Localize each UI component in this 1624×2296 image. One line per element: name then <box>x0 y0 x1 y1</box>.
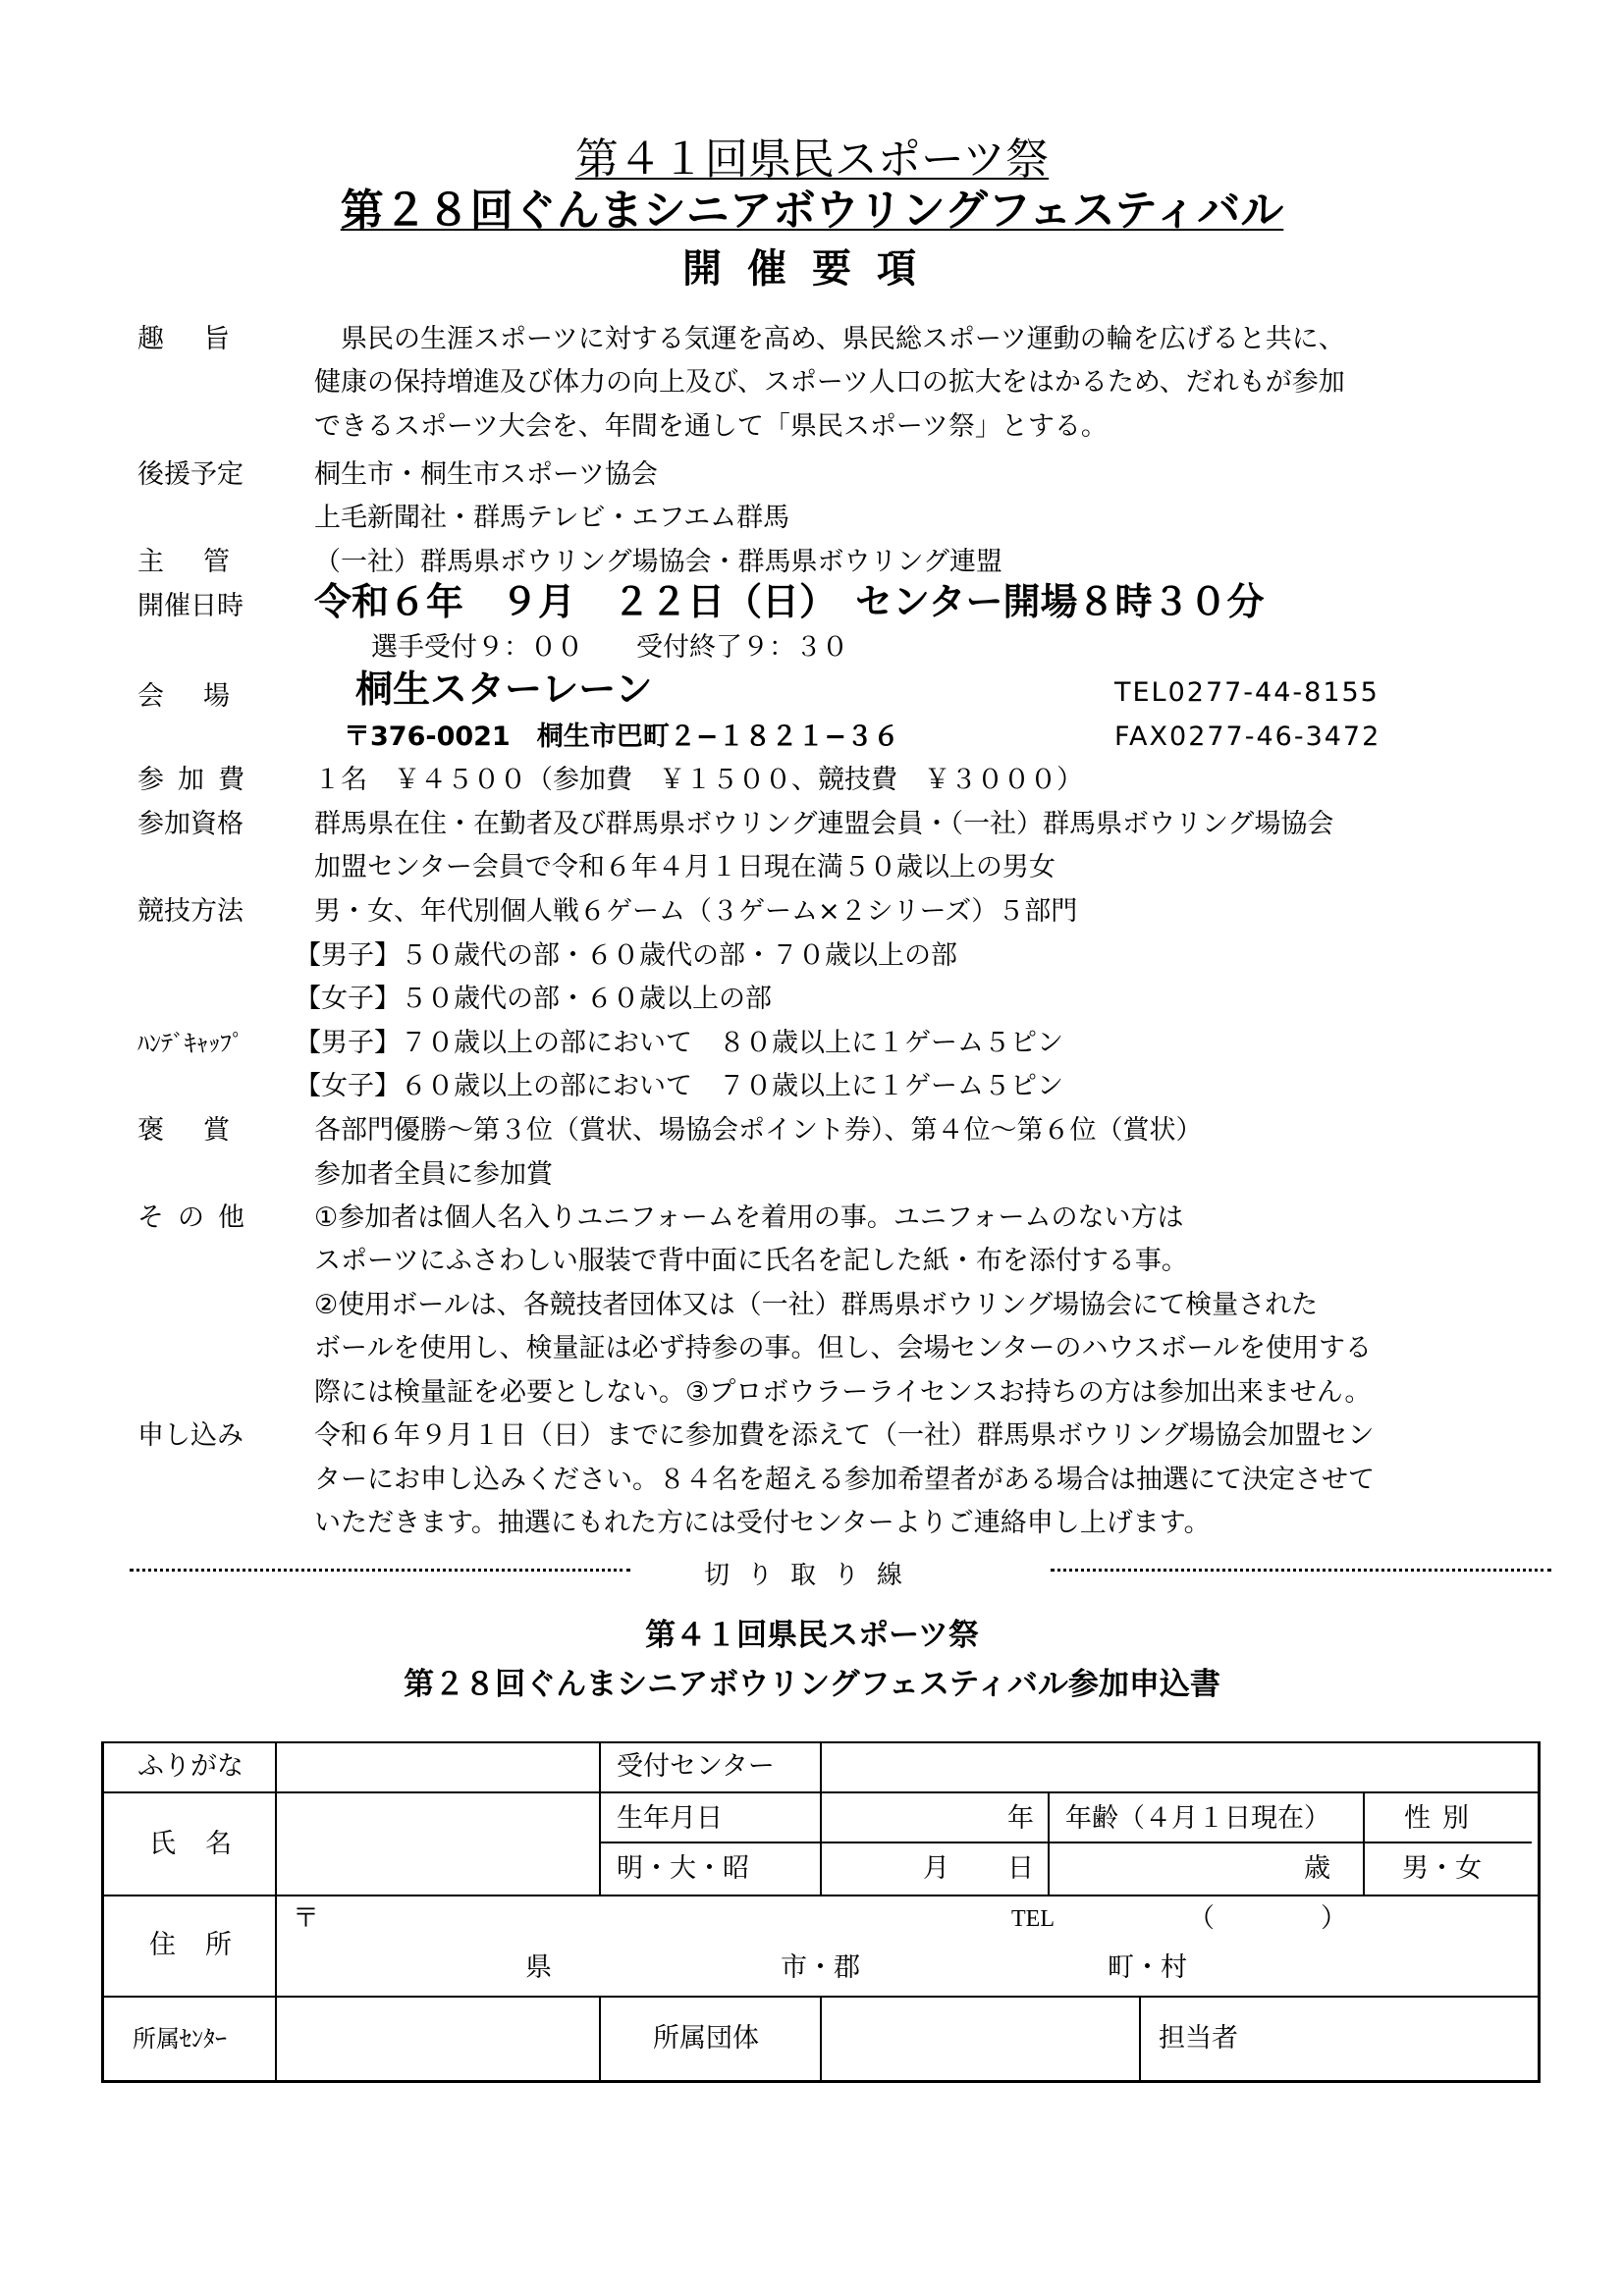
method-line-2: 【男子】５０歳代の部・６０歳代の部・７０歳以上の部 <box>295 940 957 971</box>
handicap-line-2: 【女子】６０歳以上の部において ７０歳以上に１ゲーム５ピン <box>295 1071 1063 1101</box>
purpose-line-1: 県民の生涯スポーツに対する気運を高め、県民総スポーツ運動の輪を広げると共に、 <box>314 324 1345 354</box>
form-center-label: 所属ｾﾝﾀｰ <box>133 2025 227 2053</box>
label-venue: 会場 <box>137 681 269 712</box>
form-year-label: 年 <box>1007 1803 1034 1834</box>
form-tel-label: TEL <box>1011 1906 1055 1932</box>
other-line-5: 際には検量証を必要としない。③プロボウラーライセンスお持ちの方は参加出来ません。 <box>314 1377 1372 1408</box>
awards-line-1: 各部門優勝〜第３位（賞状、場協会ポイント券）、第４位〜第６位（賞状） <box>314 1115 1203 1146</box>
apply-line-3: いただきます。抽選にもれた方には受付センターよりご連絡申し上げます。 <box>314 1508 1211 1538</box>
form-city-label: 市・郡 <box>781 1952 860 1983</box>
title-guidelines: 開催要項 <box>682 246 942 292</box>
other-line-3: ②使用ボールは、各競技者団体又は（一社）群馬県ボウリング場協会にて検量された <box>314 1290 1319 1320</box>
other-line-1: ①参加者は個人名入りユニフォームを着用の事。ユニフォームのない方は <box>314 1202 1184 1233</box>
label-eligibility: 参加資格 <box>137 809 244 839</box>
form-title-event: 第４１回県民スポーツ祭 <box>645 1618 979 1653</box>
title-festival: 第２８回ぐんまシニアボウリングフェスティバル <box>340 186 1284 236</box>
apply-line-2: ターにお申し込みください。８４名を超える参加希望者がある場合は抽選にて決定させて <box>314 1465 1375 1495</box>
label-method: 競技方法 <box>137 896 244 927</box>
form-day-label: 日 <box>1007 1853 1034 1884</box>
handicap-line-1: 【男子】７０歳以上の部において ８０歳以上に１ゲーム５ピン <box>295 1028 1063 1058</box>
label-awards: 褒賞 <box>137 1115 269 1146</box>
date-main: 令和６年 ９月 ２２日（日） センター開場８時３０分 <box>314 580 1265 623</box>
support-line-2: 上毛新聞社・群馬テレビ・エフエム群馬 <box>314 503 790 533</box>
label-apply: 申し込み <box>137 1420 244 1451</box>
method-line-3: 【女子】５０歳代の部・６０歳以上の部 <box>295 984 772 1014</box>
form-address-label: 住所 <box>149 1930 261 1960</box>
other-line-2: スポーツにふさわしい服装で背中面に氏名を記した紙・布を添付する事。 <box>314 1246 1188 1276</box>
method-line-1: 男・女、年代別個人戦６ゲーム（３ゲーム×２シリーズ）５部門 <box>314 896 1078 927</box>
cut-line-right <box>1051 1569 1551 1572</box>
form-postal-mark: 〒 <box>293 1903 319 1934</box>
form-group-label: 所属団体 <box>653 2023 759 2054</box>
eligibility-line-2: 加盟センター会員で令和６年４月１日現在満５０歳以上の男女 <box>314 852 1056 882</box>
form-gender-options: 男・女 <box>1402 1853 1482 1884</box>
purpose-line-3: できるスポーツ大会を、年間を通して「県民スポーツ祭」とする。 <box>314 411 1108 442</box>
organizer-text: （一社）群馬県ボウリング場協会・群馬県ボウリング連盟 <box>314 547 1002 577</box>
support-line-1: 桐生市・桐生市スポーツ協会 <box>314 459 658 490</box>
purpose-line-2: 健康の保持増進及び体力の向上及び、スポーツ人口の拡大をはかるため、だれもが参加 <box>314 367 1345 398</box>
venue-fax: FAX0277-46-3472 <box>1114 721 1381 752</box>
venue-tel: TEL0277-44-8155 <box>1114 677 1380 708</box>
cut-line-label: 切り取り線 <box>703 1561 920 1590</box>
form-age-unit: 歳 <box>1304 1853 1330 1884</box>
form-reception-label: 受付センター <box>617 1751 775 1782</box>
venue-name: 桐生スターレーン <box>355 667 653 711</box>
form-prefecture-label: 県 <box>525 1952 552 1983</box>
eligibility-line-1: 群馬県在住・在勤者及び群馬県ボウリング連盟会員・（一社）群馬県ボウリング場協会 <box>314 809 1334 839</box>
form-town-label: 町・村 <box>1108 1952 1187 1983</box>
form-birth-label: 生年月日 <box>617 1803 723 1834</box>
label-support: 後援予定 <box>137 459 244 490</box>
label-fee: 参加費 <box>137 765 258 795</box>
title-event: 第４１回県民スポーツ祭 <box>574 134 1050 185</box>
label-other: その他 <box>137 1202 258 1233</box>
label-organizer: 主管 <box>137 547 269 577</box>
other-line-4: ボールを使用し、検量証は必ず持参の事。但し、会場センターのハウスボールを使用する <box>314 1333 1373 1363</box>
form-tel-paren: （ ） <box>1188 1903 1347 1934</box>
form-gender-label: 性別 <box>1404 1803 1481 1834</box>
label-date: 開催日時 <box>137 591 244 621</box>
apply-line-1: 令和６年９月１日（日）までに参加費を添えて（一社）群馬県ボウリング場協会加盟セン <box>314 1420 1375 1451</box>
form-furigana-label: ふりがな <box>137 1751 244 1782</box>
label-handicap: ﾊﾝﾃﾞｷｬｯﾌﾟ <box>137 1030 244 1057</box>
form-era-label: 明・大・昭 <box>617 1853 749 1884</box>
label-purpose: 趣旨 <box>137 324 269 354</box>
form-title-application: 第２８回ぐんまシニアボウリングフェスティバル参加申込書 <box>404 1667 1220 1702</box>
fee-text: １名 ￥４５００（参加費 ￥１５００、競技費 ￥３０００） <box>314 765 1083 795</box>
form-age-label: 年齢（４月１日現在） <box>1065 1803 1330 1834</box>
form-contact-label: 担当者 <box>1159 2023 1238 2054</box>
awards-line-2: 参加者全員に参加賞 <box>314 1159 553 1190</box>
form-name-label: 氏名 <box>149 1829 261 1859</box>
venue-address: 〒376-0021 桐生市巴町２−１８２１−３６ <box>344 721 899 752</box>
date-sub: 選手受付９：００ 受付終了９：３０ <box>371 632 848 663</box>
form-month-label: 月 <box>923 1853 949 1884</box>
